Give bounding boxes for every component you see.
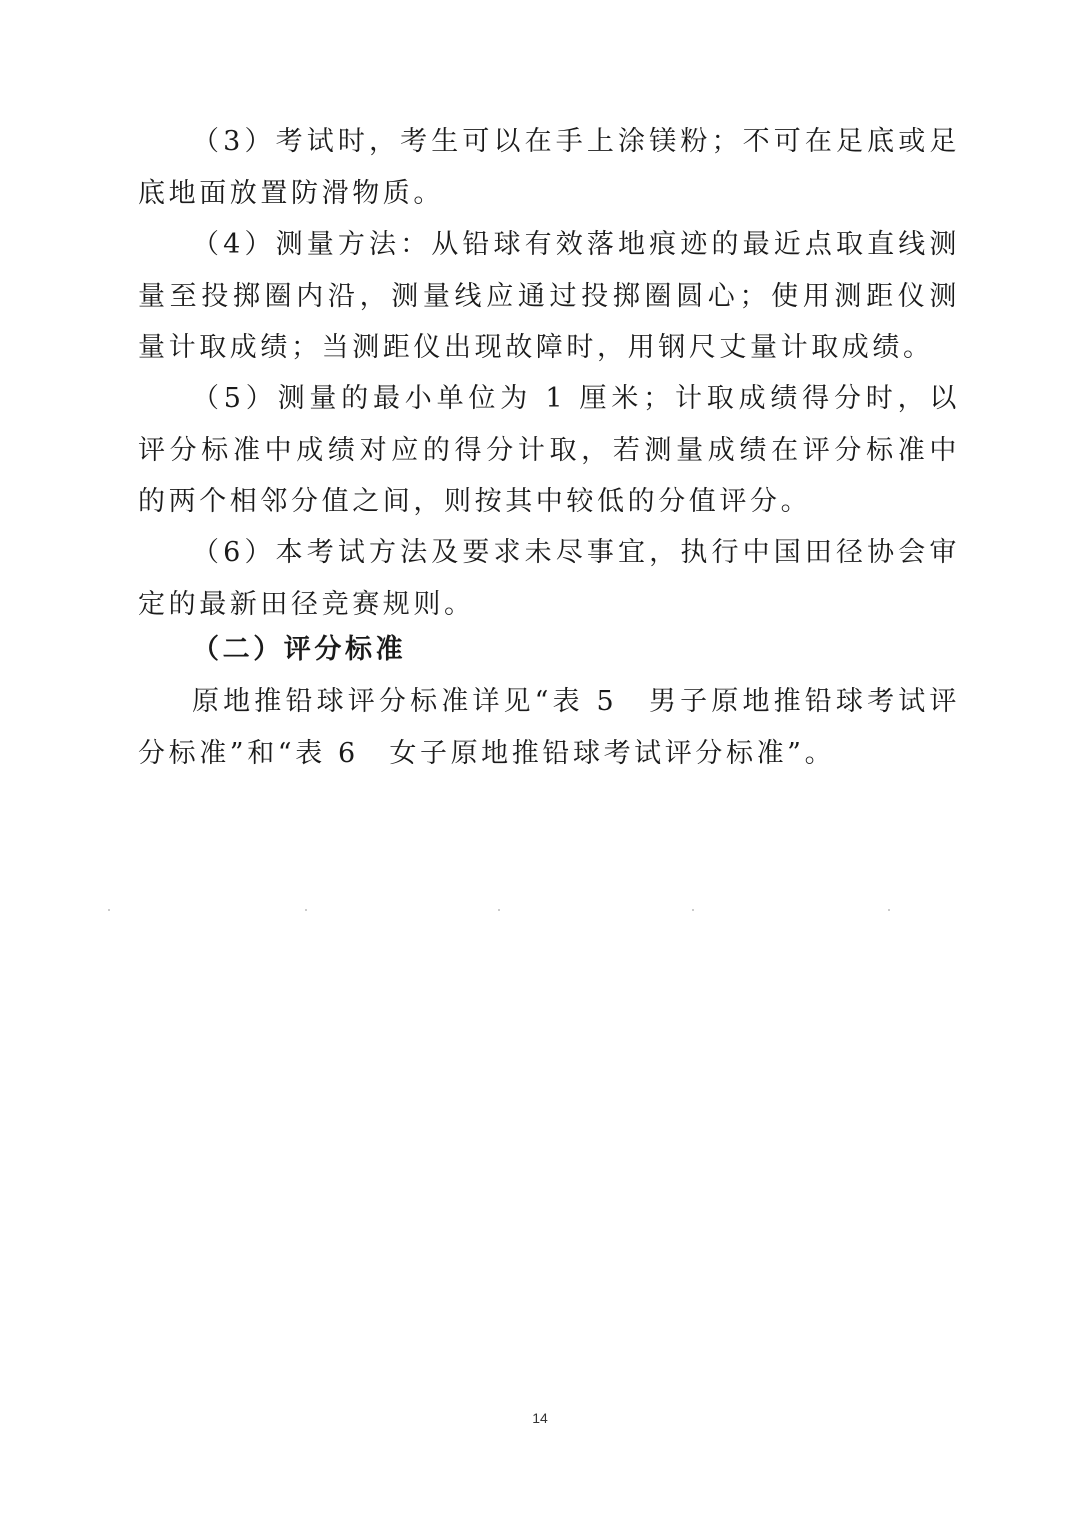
scan-dot bbox=[888, 909, 890, 911]
scan-dot bbox=[498, 909, 500, 911]
scan-dot bbox=[692, 909, 694, 911]
paragraph-item-4: （4）测量方法：从铅球有效落地痕迹的最近点取直线测量至投掷圈内沿，测量线应通过投掷圈圆心；使用测距仪测量计取成绩；当测距仪出现故障时，用钢尺丈量计取成绩。 bbox=[138, 229, 960, 363]
scan-artifact-dots bbox=[100, 909, 900, 913]
closing-paragraph: 原地推铅球评分标准详见“表 5 男子原地推铅球考试评分标准”和“表 6 女子原地推铅球考试评分标准”。 bbox=[138, 686, 960, 769]
paragraph-item-5: （5）测量的最小单位为 1 厘米；计取成绩得分时，以评分标准中成绩对应的得分计取，若测量成绩在评分标准中的两个相邻分值之间，则按其中较低的分值评分。 bbox=[138, 383, 960, 517]
section-heading: （二）评分标准 bbox=[192, 634, 407, 665]
scan-dot bbox=[305, 909, 307, 911]
paragraph-item-6: （6）本考试方法及要求未尽事宜，执行中国田径协会审定的最新田径竞赛规则。 bbox=[138, 537, 960, 620]
page-number: 14 bbox=[532, 1410, 548, 1426]
scan-dot bbox=[108, 909, 110, 911]
paragraph-item-3: （3）考试时，考生可以在手上涂镁粉；不可在足底或足底地面放置防滑物质。 bbox=[138, 126, 960, 209]
